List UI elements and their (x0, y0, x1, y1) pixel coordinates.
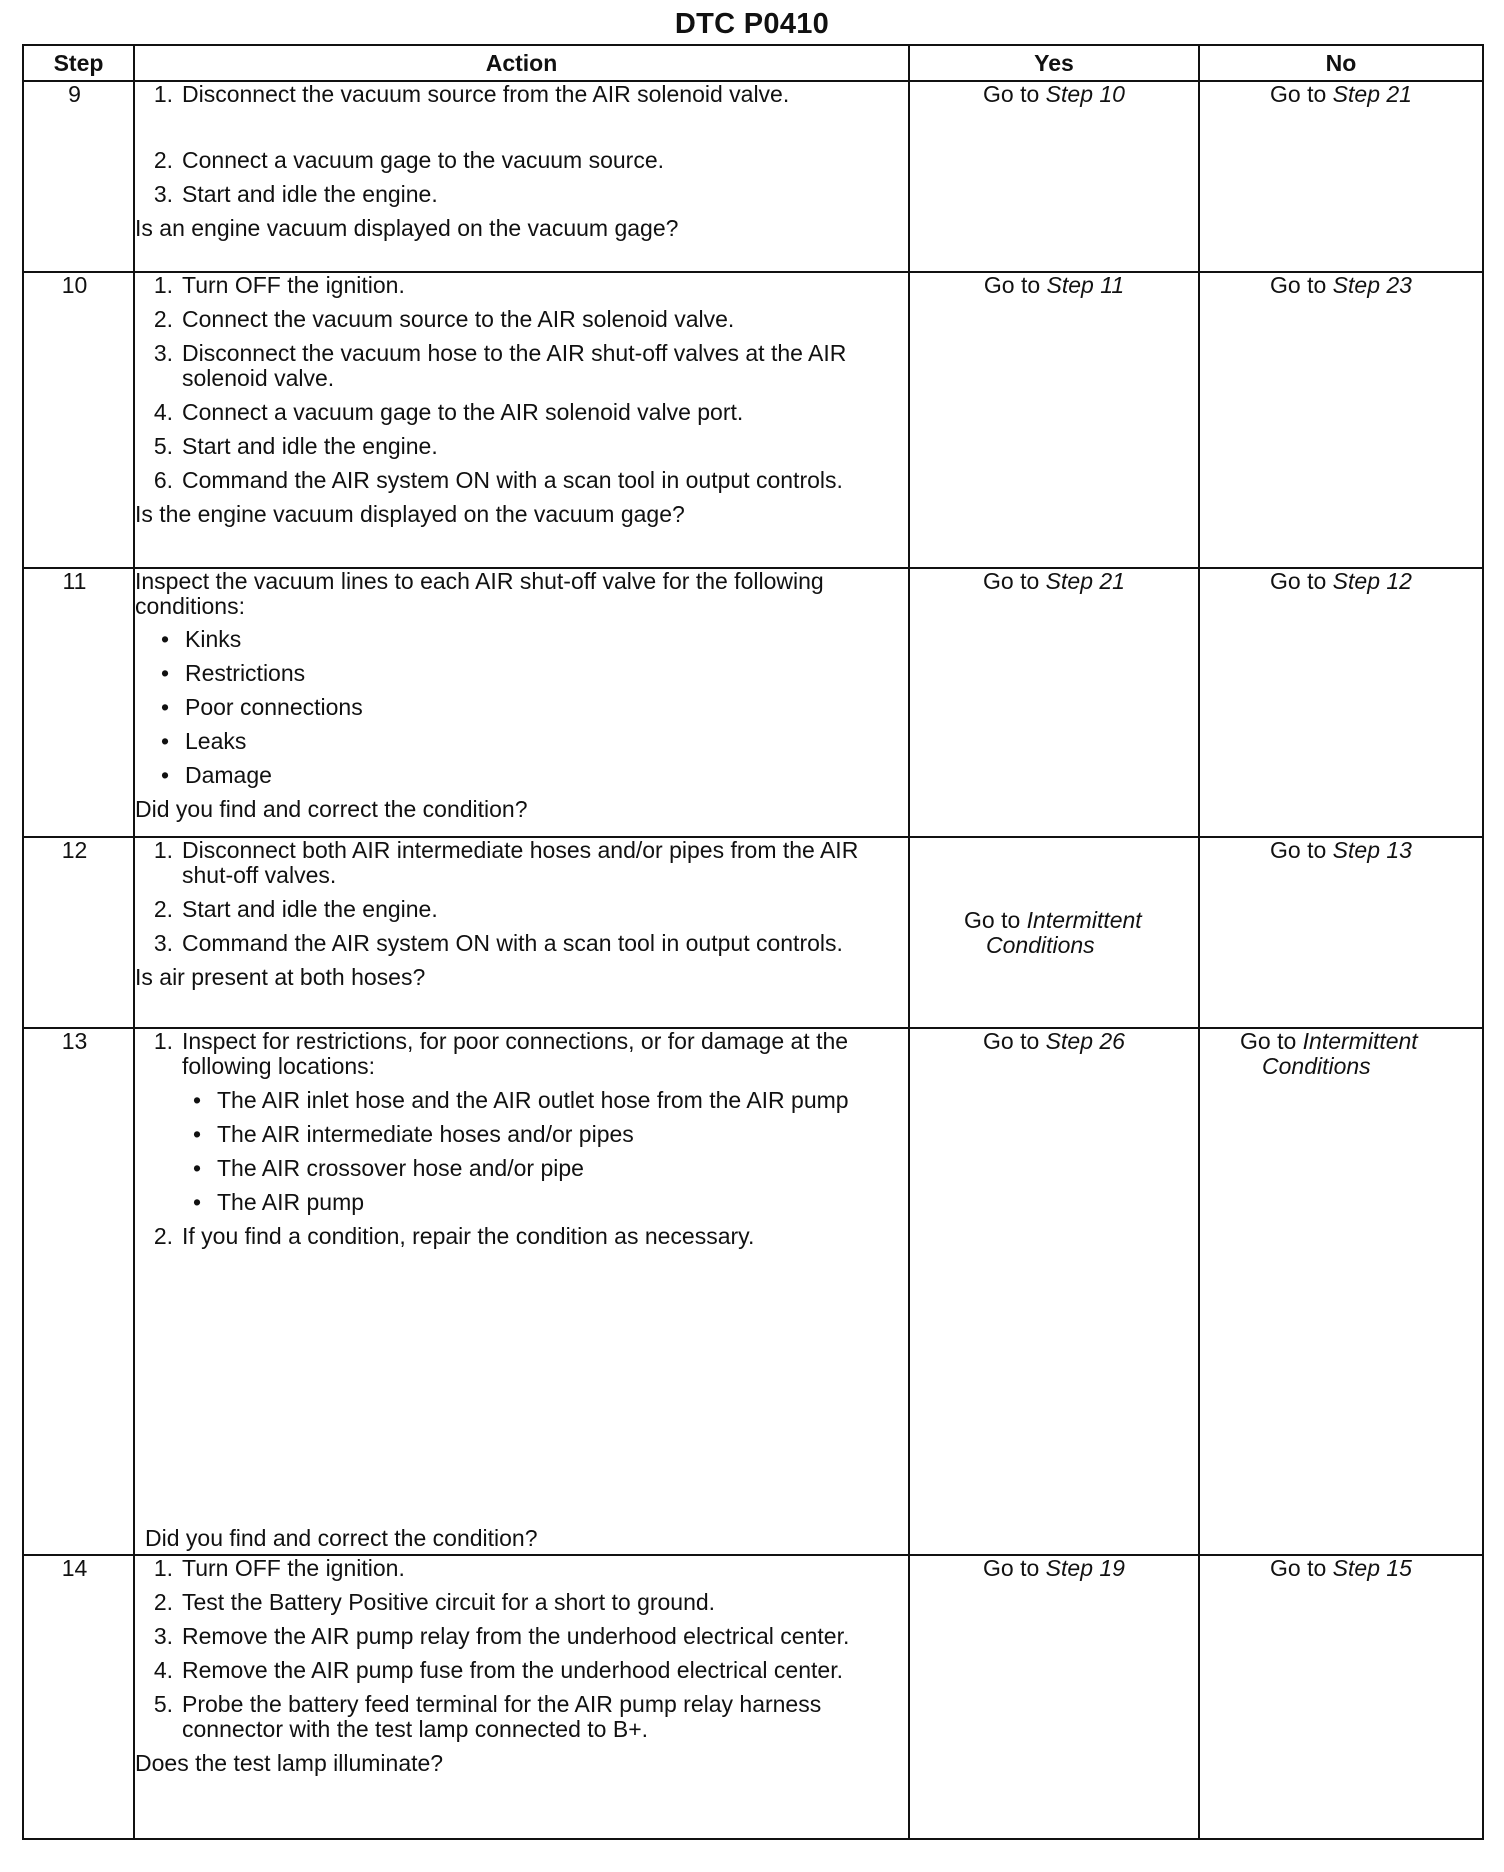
yes-step-link: Step 26 (1045, 1028, 1125, 1054)
action-cell (134, 837, 909, 1028)
no-step-link: Step 12 (1332, 568, 1412, 594)
yes-step-link: Step 10 (1045, 81, 1125, 107)
no-cell: Go to Step 21 (1199, 81, 1483, 272)
list-item: 3. Remove the AIR pump relay from the underhood electrical center. (153, 1623, 850, 1649)
action-cell (134, 1555, 909, 1839)
step-number: 11 (23, 568, 134, 837)
list-item: 3. Start and idle the engine. (153, 181, 438, 207)
step-number: 13 (23, 1028, 134, 1555)
yes-cell: Go to Intermittent Conditions (909, 837, 1199, 1028)
no-step-link: Step 23 (1332, 272, 1412, 298)
list-item: 2. Start and idle the engine. (153, 896, 438, 922)
list-item: 2. Connect a vacuum gage to the vacuum source. (153, 147, 665, 173)
no-cell: Go to Step 12 (1199, 568, 1483, 837)
page-title: DTC P0410 (674, 8, 830, 40)
question-text: Is the engine vacuum displayed on the vacuum gage? (135, 501, 685, 527)
bullet-item: • Restrictions (161, 660, 306, 686)
bullet-item: • Kinks (161, 626, 242, 652)
list-item: 1. Turn OFF the ignition. (153, 272, 405, 298)
list-item: 6. Command the AIR system ON with a scan tool in output controls. (153, 467, 843, 493)
yes-step-link: Step 11 (1046, 272, 1125, 298)
table-row-step-12 (23, 837, 1483, 1028)
header-action: Action (134, 45, 909, 81)
bullet-item: • Poor connections (161, 694, 363, 720)
table-header-row (23, 45, 1483, 81)
step-number: 9 (23, 81, 134, 272)
bullet-item: • Damage (161, 762, 272, 788)
question-text: Is an engine vacuum displayed on the vacuum gage? (135, 215, 679, 241)
no-cell: Go to Step 15 (1199, 1555, 1483, 1839)
yes-cell: Go to Step 19 (909, 1555, 1199, 1839)
no-step-link: Step 21 (1332, 81, 1412, 107)
question-text: Did you find and correct the condition? (145, 1525, 538, 1551)
table-row-step-13 (23, 1028, 1483, 1555)
no-cell: Go to Step 23 (1199, 272, 1483, 568)
table-row-step-9 (23, 81, 1483, 272)
dtc-table (22, 44, 1484, 1840)
list-item: 1. Disconnect both AIR intermediate hoses and/or pipes from the AIR shut-off valves. (153, 837, 859, 888)
step-number: 10 (23, 272, 134, 568)
question-text: Is air present at both hoses? (135, 964, 426, 990)
header-no: No (1199, 45, 1483, 81)
sub-bullet-item: • The AIR pump (193, 1189, 365, 1215)
question-text: Did you find and correct the condition? (135, 796, 528, 822)
yes-step-link: Intermittent (1026, 906, 1142, 933)
list-item: 2. Connect the vacuum source to the AIR solenoid valve. (153, 306, 735, 332)
bullet-item: • Leaks (161, 728, 247, 754)
list-item: 4. Remove the AIR pump fuse from the underhood electrical center. (153, 1657, 843, 1683)
action-cell (134, 272, 909, 568)
sub-bullet-item: • The AIR crossover hose and/or pipe (193, 1155, 584, 1181)
action-cell (134, 1028, 909, 1555)
no-step-link: Step 15 (1332, 1555, 1412, 1581)
step-number: 12 (23, 837, 134, 1028)
header-step: Step (23, 45, 134, 81)
no-cell: Go to Step 13 (1199, 837, 1483, 1028)
header-yes: Yes (909, 45, 1199, 81)
action-cell (134, 81, 909, 272)
no-step-link: Intermittent (1302, 1028, 1418, 1054)
list-item: 1. Disconnect the vacuum source from the AIR solenoid valve. (153, 81, 790, 107)
yes-cell: Go to Step 26 (909, 1028, 1199, 1555)
table-row-step-14 (23, 1555, 1483, 1839)
list-item: 2. If you find a condition, repair the condition as necessary. (153, 1223, 755, 1249)
list-item: 4. Connect a vacuum gage to the AIR solenoid valve port. (153, 399, 744, 425)
table-row-step-11 (23, 568, 1483, 837)
table-row-step-10 (23, 272, 1483, 568)
action-cell (134, 568, 909, 837)
list-item: 2. Test the Battery Positive circuit for a short to ground. (153, 1589, 716, 1615)
list-item: 1. Inspect for restrictions, for poor connections, or for damage at the following locations: (153, 1028, 849, 1079)
yes-cell: Go to Step 11 (909, 272, 1199, 568)
yes-step-link: Step 21 (1045, 568, 1125, 594)
sub-bullet-item: • The AIR intermediate hoses and/or pipes (193, 1121, 634, 1147)
sub-bullet-item: • The AIR inlet hose and the AIR outlet hose from the AIR pump (193, 1087, 849, 1113)
question-text: Does the test lamp illuminate? (135, 1750, 444, 1776)
list-item: 5. Start and idle the engine. (153, 433, 438, 459)
intro-text: Inspect the vacuum lines to each AIR shut-off valve for the following conditions: (135, 568, 824, 619)
list-item: 3. Command the AIR system ON with a scan tool in output controls. (153, 930, 843, 956)
list-item: 1. Turn OFF the ignition. (153, 1555, 405, 1581)
no-cell: Go to Intermittent Conditions (1199, 1028, 1483, 1555)
list-item: 5. Probe the battery feed terminal for the AIR pump relay harness connector with the test lamp connected to B+. (153, 1691, 822, 1742)
list-item: 3. Disconnect the vacuum hose to the AIR shut-off valves at the AIR solenoid valve. (153, 340, 847, 391)
step-number: 14 (23, 1555, 134, 1839)
yes-cell: Go to Step 21 (909, 568, 1199, 837)
yes-cell: Go to Step 10 (909, 81, 1199, 272)
no-step-link: Step 13 (1332, 837, 1412, 863)
yes-step-link: Step 19 (1045, 1555, 1125, 1581)
